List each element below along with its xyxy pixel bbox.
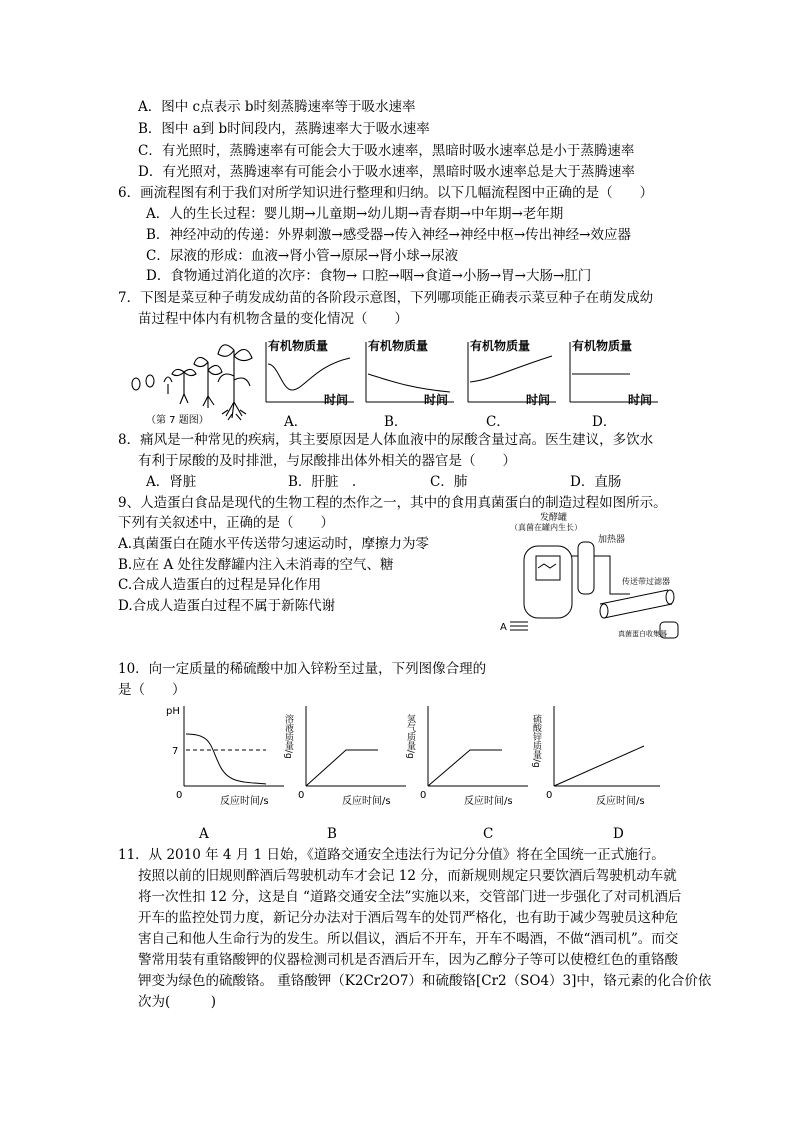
q10-graph-a-tick: 7 [172, 746, 179, 757]
q10-label-b: B [327, 826, 337, 842]
q10-graph-d-origin: 0 [546, 790, 553, 801]
q7-graph-d-ylabel: 有机物质量 [572, 339, 633, 353]
q5-option-c: C．有光照时，蒸腾速率有可能会大于吸水速率，黑暗时吸水速率总是小于蒸腾速率 [138, 143, 635, 159]
q10-graph-d-xlabel: 反应时间/s [596, 796, 645, 807]
q8-option-d: D．直肠 [570, 474, 622, 490]
q10-graph-d [531, 700, 662, 810]
q11-line2: 按照以前的旧规则醉酒后驾驶机动车才会记 12 分，而新规则规定只要饮酒后驾驶机动车就 [138, 868, 677, 884]
q8-stem-line2: 有利于尿酸的及时排泄，与尿酸排出体外相关的器官是（ ） [138, 453, 516, 469]
q11-line3: 将一次性扣 12 分，这是自 “道路交通安全法”实施以来，交管部门进一步强化了对司机酒后 [138, 889, 682, 905]
q11-line5: 害自己和他人生命行为的发生。所以倡议，酒后不开车，开车不喝酒，不做“酒司机”。而交 [138, 931, 679, 947]
q7-graph-a-ylabel: 有机物质量 [268, 339, 329, 353]
q10-graph-c-xlabel: 反应时间/s [464, 796, 513, 807]
q10-label-c: C [483, 826, 494, 842]
q7-graph-b-ylabel: 有机物质量 [368, 339, 429, 353]
q11-line8: 次为( ) [138, 994, 217, 1010]
q10-graph-c [405, 700, 530, 810]
q10-label-d: D [613, 826, 624, 842]
q9-option-b: B.应在 A 处往发酵罐内注入未消毒的空气、糖 [118, 557, 394, 573]
q7-graph-c [460, 336, 560, 408]
q9-stem-line1: 9、人造蛋白食品是现代的生物工程的杰作之一，其中的食用真菌蛋白的制造过程如图所示。 [118, 495, 667, 511]
q7-stem-line2: 苗过程中体内有机物含量的变化情况（ ） [138, 311, 408, 327]
q7-graph-b [358, 336, 458, 408]
q8-option-a: A．肾脏 [146, 474, 197, 490]
q10-graph-b [283, 700, 408, 810]
q7-graph-d [562, 336, 662, 408]
q10-label-a: A [199, 826, 209, 842]
q7-graph-c-xlabel: 时间 [526, 393, 551, 407]
q6-option-b: B．神经冲动的传递：外界刺激→感受器→传入神经→神经中枢→传出神经→效应器 [146, 227, 631, 243]
q7-graph-b-xlabel: 时间 [424, 393, 449, 407]
q5-option-b: B．图中 a到 b时间段内，蒸腾速率大于吸水速率 [138, 121, 430, 137]
q10-graph-a-xlabel: 反应时间/s [220, 796, 269, 807]
q7-seedling-figure [126, 336, 258, 428]
q11-line7: 钾变为绿色的硫酸铬。 重铬酸钾（K2Cr2O7）和硫酸铬[Cr2（SO4）3]中，铬元素的化合价依 [138, 973, 712, 989]
q7-label-d: D． [592, 414, 617, 430]
q9-option-c: C.合成人造蛋白的过程是异化作用 [118, 577, 322, 593]
q9-stem-line2: 下列有关叙述中，正确的是（ ） [118, 515, 334, 531]
q10-graph-b-ylabel: 溶液质量/g [283, 714, 293, 759]
q8-option-b: B．肝脏 . [288, 474, 357, 490]
q7-label-a: A． [284, 414, 308, 430]
q11-line6: 警常用装有重铬酸钾的仪器检测司机是否酒后开车，因为乙醇分子等可以使橙红色的重铬酸 [138, 952, 678, 968]
q5-option-d: D．有光照对，蒸腾速率有可能会小于吸水速率，黑暗时吸水速率总是大于蒸腾速率 [138, 164, 635, 180]
q10-graph-a [166, 700, 286, 810]
q8-option-c: C．肺 [430, 474, 468, 490]
q7-graph-c-ylabel: 有机物质量 [470, 339, 531, 353]
q10-stem-line1: 10．向一定质量的稀硫酸中加入锌粉至过量，下列图像合理的 [118, 661, 487, 677]
q10-graph-b-origin: 0 [298, 790, 305, 801]
q11-line4: 开车的监控处罚力度，新记分办法对于酒后驾车的处罚严格化，也有助于减少驾驶员这种危 [138, 910, 678, 926]
q9-label-inlet: A [500, 622, 507, 633]
q10-stem-line2: 是（ ） [118, 682, 186, 698]
q10-graph-d-ylabel: 硫酸锌质量/g [531, 714, 541, 768]
q9-label-tank-note: （真菌在罐内生长） [510, 523, 582, 532]
q5-option-a: A．图中 c点表示 b时刻蒸腾速率等于吸水速率 [138, 99, 416, 115]
q10-graph-a-origin: 0 [176, 790, 183, 801]
q6-option-c: C．尿液的形成：血液→肾小管→原尿→肾小球→尿液 [146, 248, 459, 264]
q6-option-a: A．人的生长过程：婴儿期→儿童期→幼儿期→青春期→中年期→老年期 [146, 206, 564, 222]
q11-line1: 11．从 2010 年 4 月 1 日始，《道路交通安全违法行为记分分值》将在全国统一正式施行。 [118, 847, 665, 863]
q10-graph-a-ylabel: pH [166, 706, 180, 717]
q9-option-a: A.真菌蛋白在随水平传送带匀速运动时，摩擦力为零 [118, 536, 430, 552]
q10-graph-c-origin: 0 [420, 790, 427, 801]
q6-option-d: D．食物通过消化道的次序：食物→ 口腔→咽→食道→小肠→胃→大肠→肛门 [146, 268, 592, 284]
q10-graph-c-ylabel: 氢气质量/g [405, 714, 415, 759]
q7-graph-a [258, 336, 358, 408]
q7-label-b: B． [384, 414, 408, 430]
q7-stem-line1: 7．下图是菜豆种子萌发成幼苗的各阶段示意图，下列哪项能正确表示菜豆种子在萌发成幼 [118, 290, 654, 306]
q7-graph-a-xlabel: 时间 [324, 393, 349, 407]
q9-label-filter: 传送带过滤器 [622, 577, 670, 586]
q7-label-c: C． [486, 414, 510, 430]
q7-graph-d-xlabel: 时间 [628, 393, 653, 407]
q9-fermentation-figure [500, 512, 680, 640]
q9-label-collector: 真菌蛋白收集器 [618, 630, 667, 638]
q9-label-heater: 加热器 [598, 535, 626, 545]
q7-figure-caption: （第 7 题图） [146, 415, 209, 426]
q9-label-tank: 发酵罐 [540, 513, 568, 523]
q6-stem: 6．画流程图有利于我们对所学知识进行整理和归纳。以下几幅流程图中正确的是（ ） [118, 185, 654, 201]
q10-graph-b-xlabel: 反应时间/s [342, 796, 391, 807]
q8-stem-line1: 8．痛风是一种常见的疾病，其主要原因是人体血液中的尿酸含量过高。医生建议，多饮水 [118, 432, 654, 448]
q9-option-d: D.合成人造蛋白过程不属于新陈代谢 [118, 598, 336, 614]
